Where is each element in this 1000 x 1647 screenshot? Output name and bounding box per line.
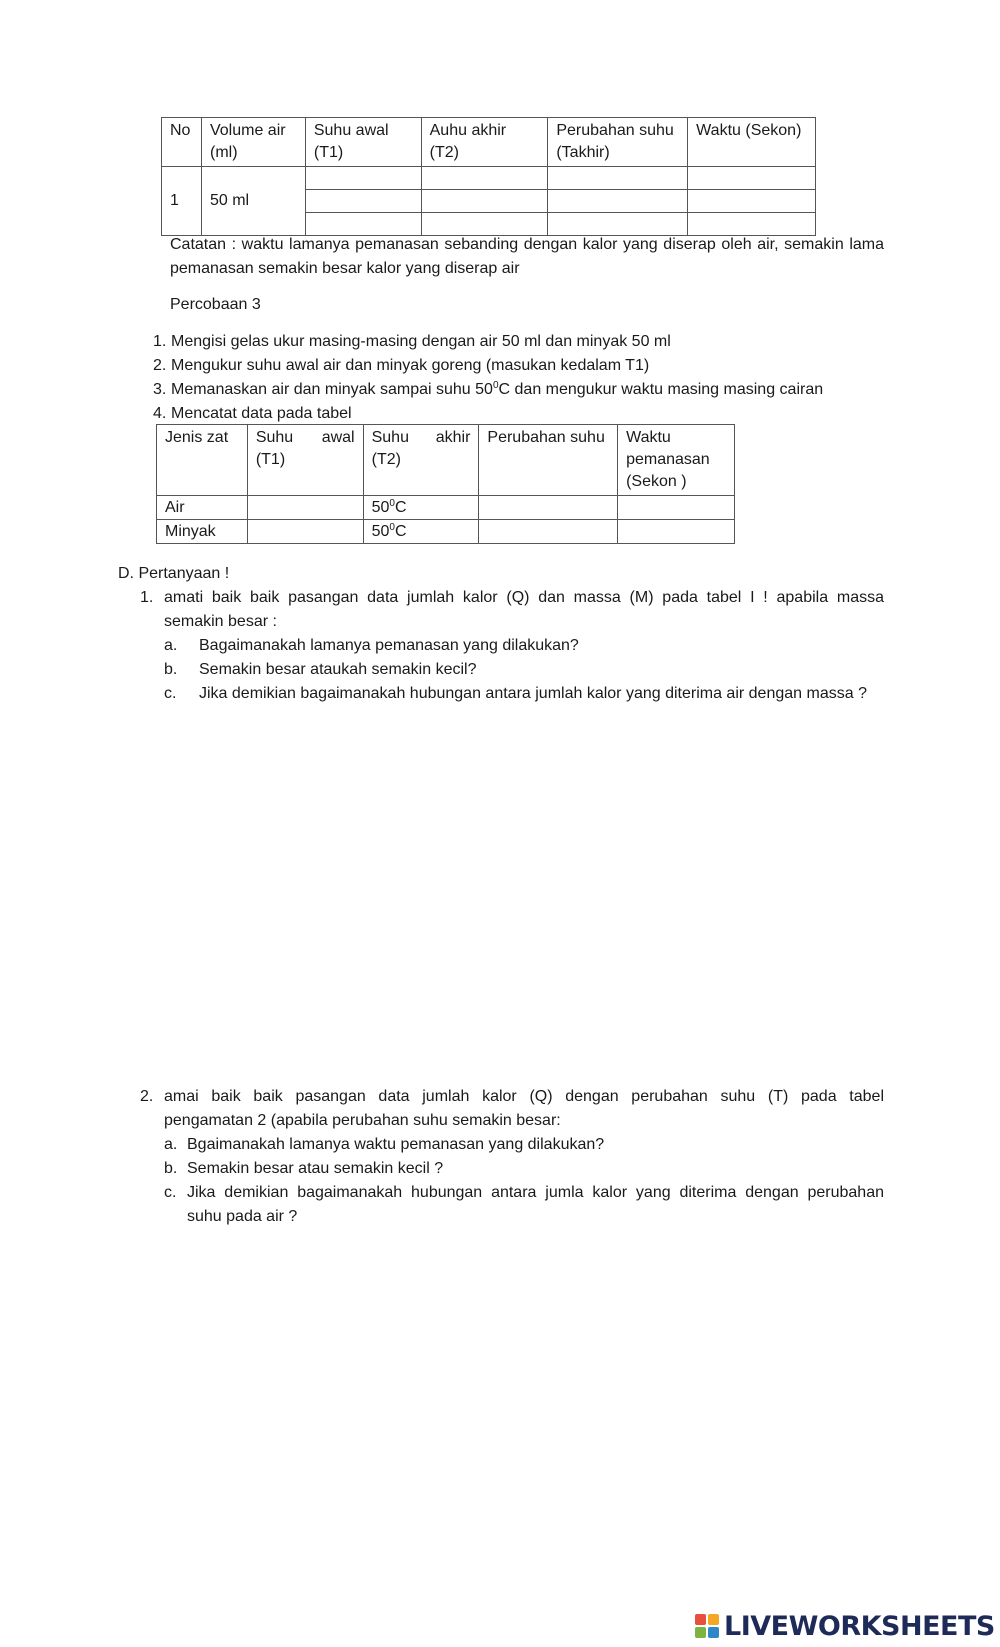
empty-cell[interactable] [688, 190, 816, 213]
logo-square [695, 1614, 706, 1625]
table-header-row [157, 425, 735, 496]
empty-cell[interactable] [618, 496, 735, 520]
logo-square [708, 1627, 719, 1638]
table-row [162, 167, 816, 190]
sub-question: Semakin besar ataukah semakin kecil? [199, 661, 477, 678]
header-waktu: Waktu (Sekon) [688, 118, 816, 167]
logo-mark-icon [695, 1614, 719, 1638]
sub-letter: c. [164, 1184, 177, 1201]
step-text: Mencatat data pada tabel [171, 405, 352, 422]
empty-cell[interactable] [688, 167, 816, 190]
empty-cell[interactable] [421, 190, 548, 213]
step-number: 3. [153, 381, 167, 398]
question-text: amati baik baik pasangan data jumlah kalor (Q) dan massa (M) pada tabel I ! apabila massa [164, 589, 884, 606]
table-percobaan-3 [156, 424, 735, 544]
empty-cell[interactable] [479, 520, 618, 544]
header-jenis-zat: Jenis zat [157, 425, 248, 496]
table-row [157, 496, 735, 520]
sub-question: Bgaimanakah lamanya waktu pemanasan yang dilakukan? [187, 1136, 605, 1153]
cell-volume: 50 ml [201, 167, 305, 236]
question-text: semakin besar : [164, 613, 277, 630]
table-row [157, 520, 735, 544]
question-number: 1. [140, 589, 154, 606]
header-suhu-akhir: Suhu akhir (T2) [363, 425, 479, 496]
logo-square [708, 1614, 719, 1625]
logo-square [695, 1627, 706, 1638]
sub-letter: c. [164, 685, 177, 702]
cell-zat: Minyak [157, 520, 248, 544]
header-volume: Volume air (ml) [201, 118, 305, 167]
sub-question: Jika demikian bagaimanakah hubungan antara jumla kalor yang diterima dengan perubahan [187, 1184, 884, 1201]
step-number: 4. [153, 405, 167, 422]
table-percobaan-2 [161, 117, 816, 236]
header-perubahan: Perubahan suhu (Takhir) [548, 118, 688, 167]
cell-zat: Air [157, 496, 248, 520]
cell-temp: $50^0C$ [363, 520, 479, 544]
table-header-row [162, 118, 816, 167]
header-suhu-awal: Suhu awal (T1) [305, 118, 421, 167]
section-title: Percobaan 3 [170, 296, 261, 313]
header-suhu-awal: Suhu awal (T1) [247, 425, 363, 496]
empty-cell[interactable] [548, 190, 688, 213]
step-number: 1. [153, 333, 167, 350]
logo-text: LIVEWORKSHEETS [724, 1610, 995, 1642]
sub-question: suhu pada air ? [187, 1208, 298, 1225]
step-text: Mengukur suhu awal air dan minyak goreng (masukan kedalam T1) [171, 357, 650, 374]
empty-cell[interactable] [548, 167, 688, 190]
step-number: 2. [153, 357, 167, 374]
questions-heading: D. Pertanyaan ! [118, 565, 230, 582]
header-perubahan: Perubahan suhu [479, 425, 618, 496]
empty-cell[interactable] [618, 520, 735, 544]
sub-question: Bagaimanakah lamanya pemanasan yang dilakukan? [199, 637, 579, 654]
empty-cell[interactable] [479, 496, 618, 520]
sub-question: Semakin besar atau semakin kecil ? [187, 1160, 444, 1177]
question-text: pengamatan 2 (apabila perubahan suhu semakin besar: [164, 1112, 561, 1129]
header-no: No [162, 118, 202, 167]
sub-question: Jika demikian bagaimanakah hubungan antara jumlah kalor yang diterima air dengan massa ? [199, 685, 867, 702]
step-text: Memanaskan air dan minyak sampai suhu $50^0C$ dan mengukur waktu masing masing cairan [171, 380, 824, 398]
empty-cell[interactable] [421, 167, 548, 190]
cell-no: 1 [162, 167, 202, 236]
empty-cell[interactable] [305, 167, 421, 190]
sub-letter: b. [164, 661, 178, 678]
sub-letter: a. [164, 1136, 178, 1153]
cell-temp: $50^0C$ [363, 496, 479, 520]
sub-letter: a. [164, 637, 178, 654]
empty-cell[interactable] [247, 496, 363, 520]
header-waktu: Waktu pemanasan (Sekon ) [618, 425, 735, 496]
liveworksheets-logo[interactable] [695, 1610, 995, 1642]
empty-cell[interactable] [305, 190, 421, 213]
header-suhu-akhir: Auhu akhir (T2) [421, 118, 548, 167]
step-text: Mengisi gelas ukur masing-masing dengan air 50 ml dan minyak 50 ml [171, 333, 671, 350]
sub-letter: b. [164, 1160, 178, 1177]
empty-cell[interactable] [247, 520, 363, 544]
question-text: amai baik baik pasangan data jumlah kalor (Q) dengan perubahan suhu (T) pada tabel [164, 1088, 884, 1105]
note-text: Catatan : waktu lamanya pemanasan sebanding dengan kalor yang diserap oleh air, semakin lama pemanasan semakin besar kalor yang diserap air [170, 236, 884, 277]
question-number: 2. [140, 1088, 154, 1105]
